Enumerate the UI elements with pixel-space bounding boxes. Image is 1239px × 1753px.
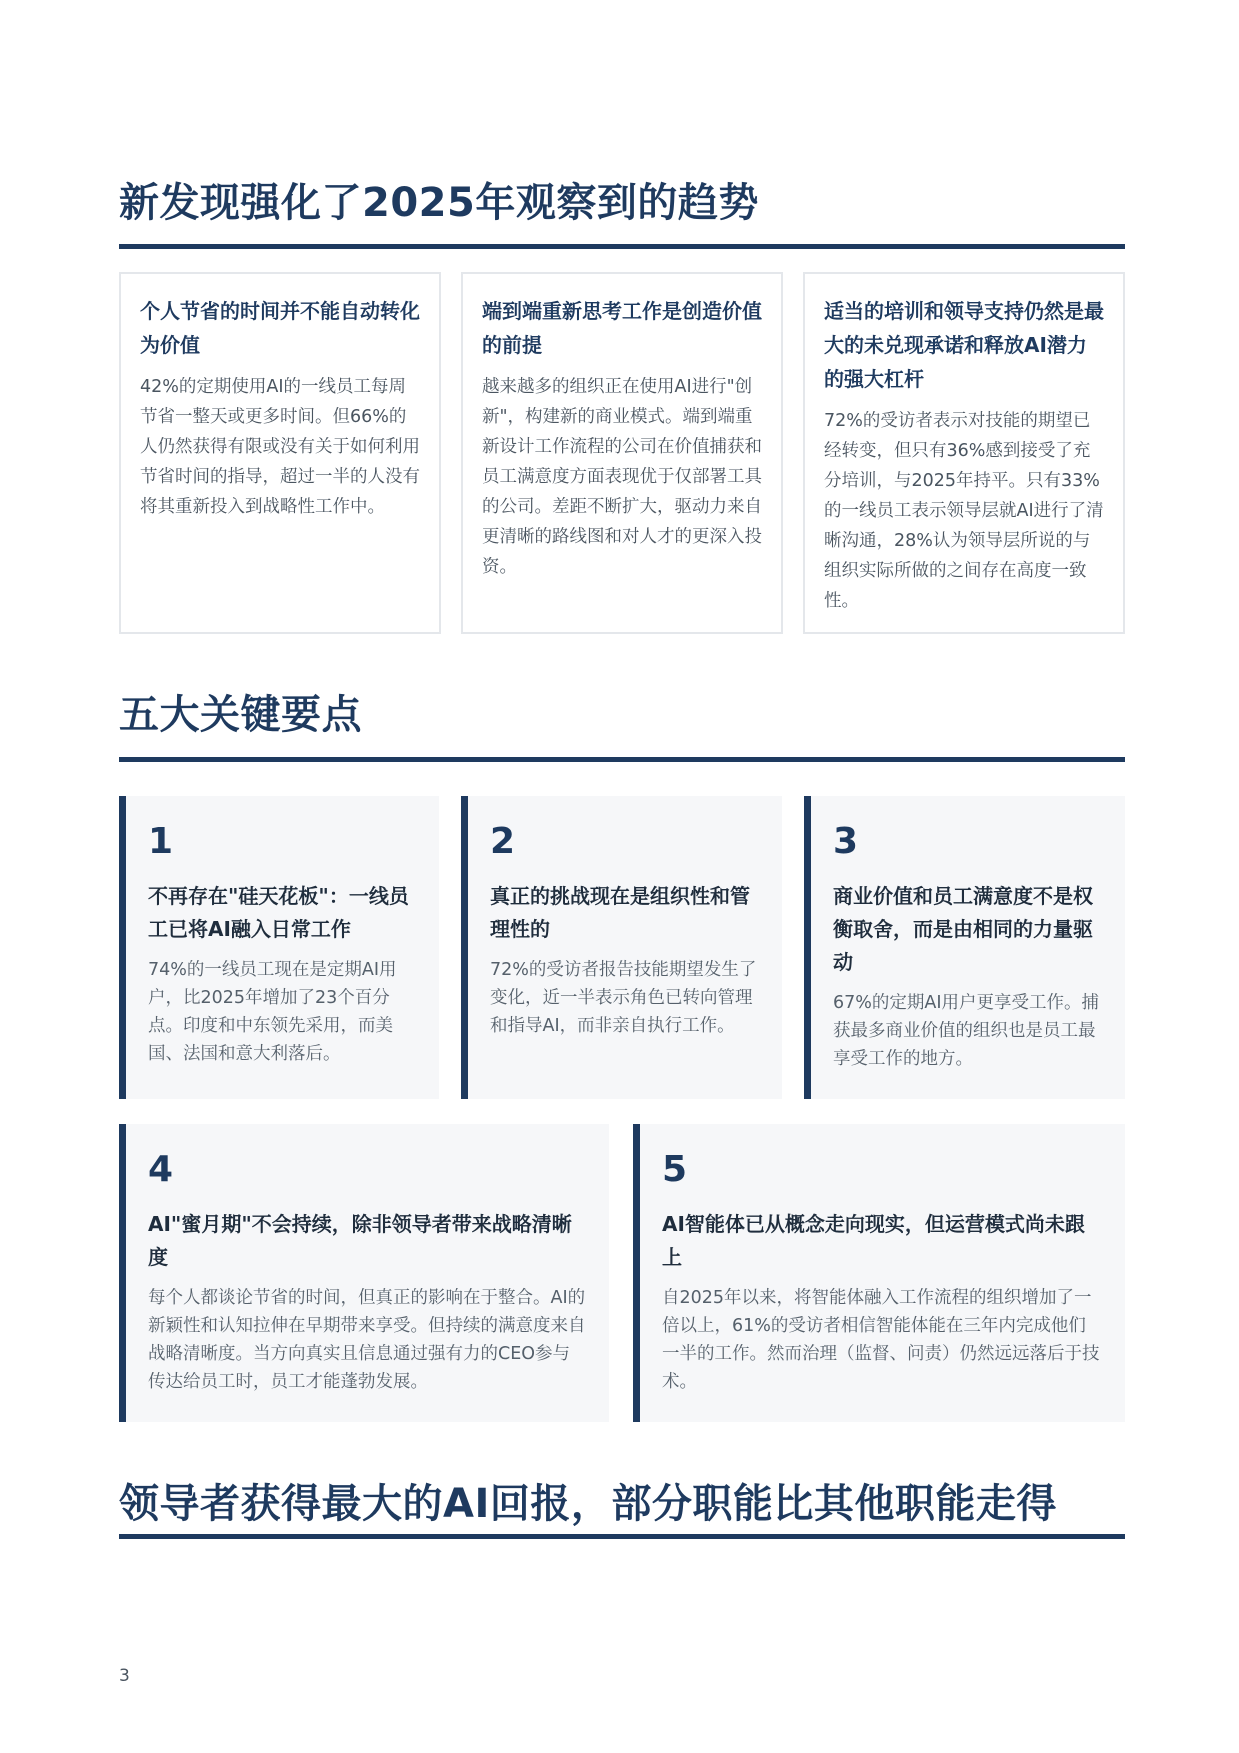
section-divider [119, 244, 1125, 249]
trend-card-title: 适当的培训和领导支持仍然是最大的未兑现承诺和释放AI潜力的强大杠杆 [824, 299, 1104, 391]
section-divider [119, 1534, 1125, 1539]
key-point-number: 4 [148, 1149, 174, 1190]
trend-card [461, 272, 783, 634]
key-point-card [633, 1124, 1125, 1422]
page-number: 3 [119, 1666, 130, 1686]
key-point-title: 不再存在"硅天花板"：一线员工已将AI融入日常工作 [148, 884, 409, 941]
key-point-title: 真正的挑战现在是组织性和管理性的 [490, 884, 750, 941]
section-title-keypoints: 五大关键要点 [119, 692, 362, 738]
key-point-title: 商业价值和员工满意度不是权衡取舍，而是由相同的力量驱动 [833, 884, 1093, 974]
trend-card-title: 个人节省的时间并不能自动转化为价值 [140, 299, 420, 357]
key-point-number: 3 [833, 821, 859, 862]
section-title-trends: 新发现强化了2025年观察到的趋势 [119, 180, 759, 226]
key-point-body: 每个人都谈论节省的时间，但真正的影响在于整合。AI的新颖性和认知拉伸在早期带来享受。但持续的满意度来自战略清晰度。当方向真实且信息通过强有力的CEO参与传达给员工时，员工才能蓬勃发展。 [148, 1288, 586, 1392]
key-point-title: AI智能体已从概念走向现实，但运营模式尚未跟上 [662, 1212, 1085, 1269]
section-divider [119, 757, 1125, 762]
trend-card [119, 272, 441, 634]
key-point-card [119, 796, 439, 1099]
section-title-leaders: 领导者获得最大的AI回报，部分职能比其他职能走得 [119, 1481, 1057, 1527]
key-point-card [461, 796, 782, 1099]
key-point-card [804, 796, 1125, 1099]
trend-card-title: 端到端重新思考工作是创造价值的前提 [482, 299, 762, 357]
trend-card-body: 越来越多的组织正在使用AI进行"创新"，构建新的商业模式。端到端重新设计工作流程的公司在价值捕获和员工满意度方面表现优于仅部署工具的公司。差距不断扩大，驱动力来自更清晰的路线图和对人才的更深入投资。 [482, 377, 762, 577]
key-point-card [119, 1124, 609, 1422]
trend-card-body: 42%的定期使用AI的一线员工每周节省一整天或更多时间。但66%的人仍然获得有限或没有关于如何利用节省时间的指导，超过一半的人没有将其重新投入到战略性工作中。 [140, 377, 420, 517]
trend-card-body: 72%的受访者表示对技能的期望已经转变，但只有36%感到接受了充分培训，与2025年持平。只有33%的一线员工表示领导层就AI进行了清晰沟通，28%认为领导层所说的与组织实际所做的之间存在高度一致性。 [824, 411, 1104, 611]
key-point-body: 74%的一线员工现在是定期AI用户，比2025年增加了23个百分点。印度和中东领先采用，而美国、法国和意大利落后。 [148, 960, 397, 1064]
key-point-body: 67%的定期AI用户更享受工作。捕获最多商业价值的组织也是员工最享受工作的地方。 [833, 993, 1100, 1069]
key-point-number: 5 [662, 1149, 688, 1190]
key-point-number: 1 [148, 821, 174, 862]
key-point-title: AI"蜜月期"不会持续，除非领导者带来战略清晰度 [148, 1212, 572, 1269]
key-point-body: 自2025年以来，将智能体融入工作流程的组织增加了一倍以上，61%的受访者相信智能体能在三年内完成他们一半的工作。然而治理（监督、问责）仍然远远落后于技术。 [662, 1288, 1100, 1392]
key-point-body: 72%的受访者报告技能期望发生了变化，近一半表示角色已转向管理和指导AI，而非亲自执行工作。 [490, 960, 757, 1036]
key-point-number: 2 [490, 821, 516, 862]
trend-card [803, 272, 1125, 634]
